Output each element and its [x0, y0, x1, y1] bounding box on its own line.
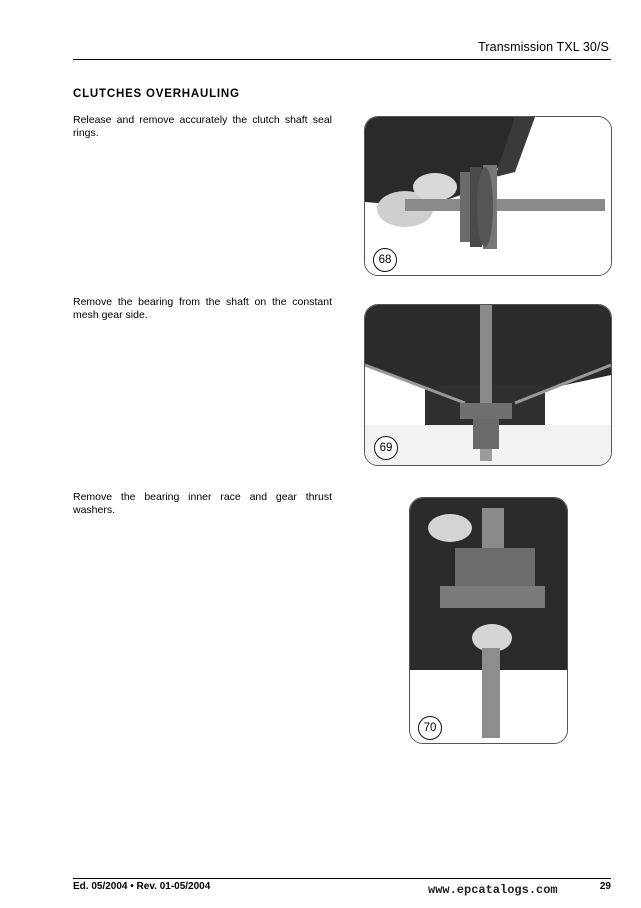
- section-title: CLUTCHES OVERHAULING: [73, 88, 240, 100]
- step-text-2: Remove the bearing from the shaft on the constant mesh gear side.: [73, 296, 332, 321]
- footer-watermark: www.epcatalogs.com: [428, 883, 558, 897]
- figure-number-badge: 68: [373, 248, 397, 272]
- page-number: 29: [599, 881, 611, 892]
- header-rule: [73, 59, 611, 60]
- photo-figure-70: [409, 497, 568, 744]
- figure-number-badge: 69: [374, 436, 398, 460]
- footer-edition: Ed. 05/2004 • Rev. 01-05/2004: [73, 881, 211, 892]
- photo-figure-69: [364, 304, 612, 466]
- page-header-title: Transmission TXL 30/S: [478, 40, 609, 54]
- step-text-3: Remove the bearing inner race and gear thrust washers.: [73, 491, 332, 516]
- photo-figure-68: [364, 116, 612, 276]
- footer-rule: [73, 878, 611, 879]
- step-text-1: Release and remove accurately the clutch shaft seal rings.: [73, 114, 332, 139]
- figure-number-badge: 70: [418, 716, 442, 740]
